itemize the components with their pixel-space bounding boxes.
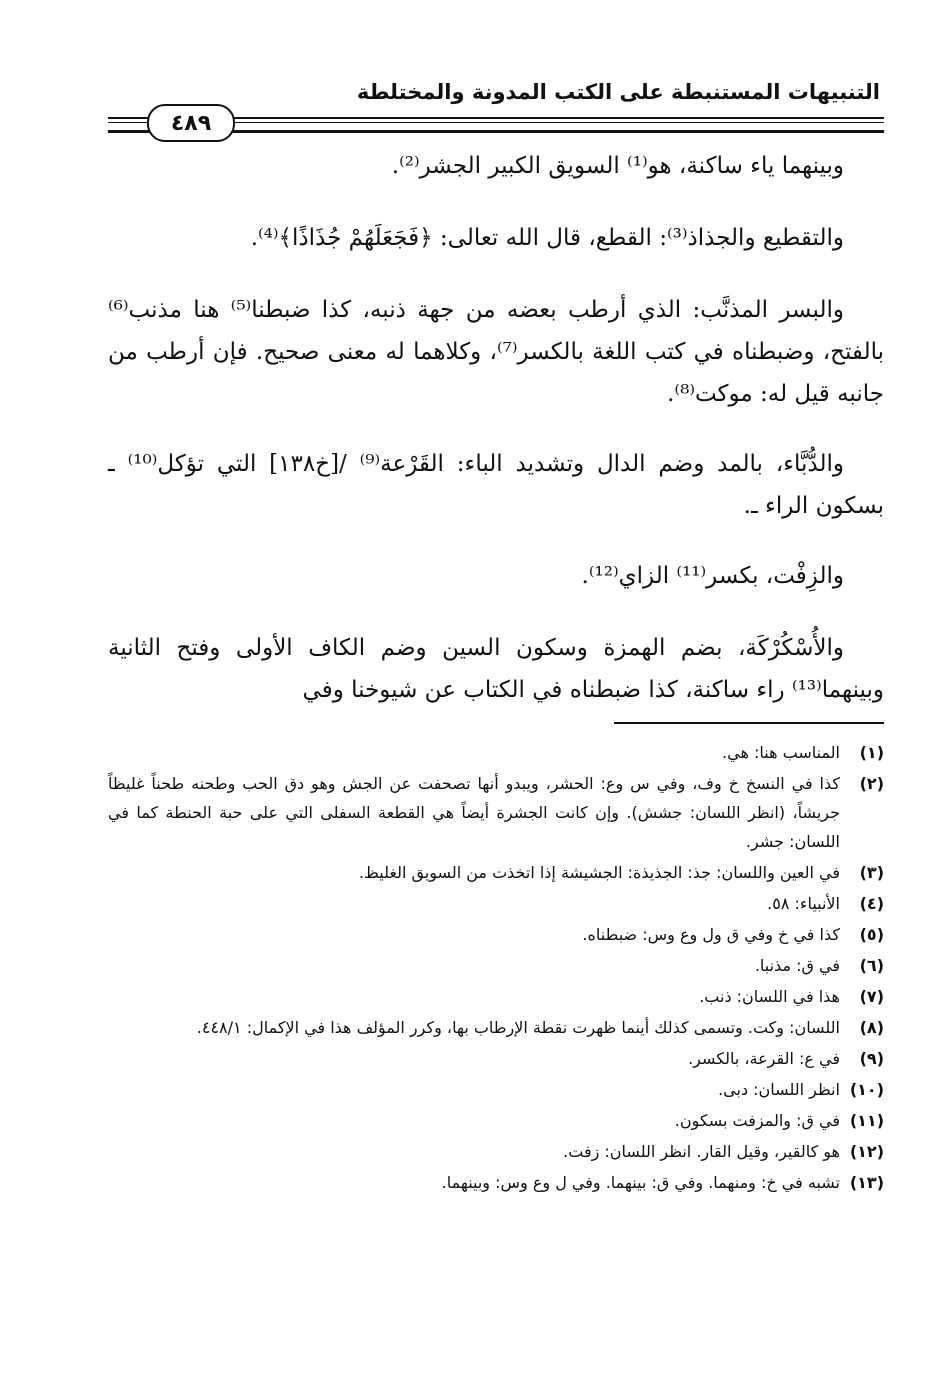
paragraph-5: والزِفْت، بكسر⁽¹¹⁾ الزاي⁽¹²⁾. [581, 563, 844, 589]
footnote-item [108, 1075, 884, 1104]
page-number: ٤٨٩ [147, 104, 235, 142]
footnote-item [108, 1013, 884, 1042]
footnote-item [108, 1137, 884, 1166]
footnote-item [108, 738, 884, 767]
footnote-text: الأنبياء: ٥٨. [767, 894, 840, 913]
footnote-number: (٥) [859, 925, 884, 944]
footnotes-list [108, 738, 884, 1199]
footnote-text: هذا في اللسان: ذنب. [699, 987, 840, 1006]
footnote-number: (٨) [859, 1018, 884, 1037]
footnote-number: (١١) [849, 1111, 884, 1130]
footnote-text: انظر اللسان: دبى. [718, 1080, 840, 1099]
footnote-text: كذا في خ وفي ق ول وع وس: ضبطناه. [582, 925, 840, 944]
footnote-number: (١٣) [849, 1173, 884, 1192]
footnote-item [108, 769, 884, 856]
footnote-text: في ق: مذنبا. [754, 956, 840, 975]
footnote-number: (١) [859, 743, 884, 762]
footnote-number: (٦) [859, 956, 884, 975]
footnote-item [108, 889, 884, 918]
footnote-number: (١٠) [849, 1080, 884, 1099]
paragraph-6: والأُسْكُرْكَة، بضم الهمزة وسكون السين وضم الكاف الأولى وفتح الثانية وبينهما⁽¹³⁾ راء ساكنة، كذا ضبطناه في الكتاب عن شيوخنا وفي [108, 635, 884, 703]
footnote-item [108, 1044, 884, 1073]
footnote-number: (١٢) [849, 1142, 884, 1161]
main-text [108, 145, 884, 739]
footnote-text: المناسب هنا: هي. [722, 743, 840, 762]
footnote-item [108, 951, 884, 980]
footnote-separator [614, 722, 884, 724]
footnote-item [108, 1106, 884, 1135]
footnote-text: تشبه في خ: ومنهما. وفي ق: بينهما. وفي ل وع وس: وبينهما. [441, 1173, 840, 1192]
footnote-item [108, 920, 884, 949]
footnote-number: (٢) [859, 774, 884, 793]
footnote-item [108, 1168, 884, 1197]
footnote-text: في ق: والمزفت بسكون. [674, 1111, 840, 1130]
paragraph-3: والبسر المذنَّب: الذي أرطب بعضه من جهة ذنبه، كذا ضبطنا⁽⁵⁾ هنا مذنب⁽⁶⁾ بالفتح، وضبطناه في كتب اللغة بالكسر⁽⁷⁾، وكلاهما له معنى صحيح. فإن أرطب من جانبه قيل له: موكت⁽⁸⁾. [108, 297, 884, 407]
footnote-number: (٩) [859, 1049, 884, 1068]
footnote-item [108, 982, 884, 1011]
running-header-title: التنبيهات المستنبطة على الكتب المدونة والمختلطة [356, 80, 880, 104]
footnote-number: (٧) [859, 987, 884, 1006]
footnote-number: (٣) [859, 863, 884, 882]
footnote-item [108, 858, 884, 887]
footnote-text: هو كالقير، وقيل القار. انظر اللسان: زفت. [563, 1142, 840, 1161]
footnote-text: في ع: القرعة، بالكسر. [688, 1049, 840, 1068]
paragraph-2: والتقطيع والجذاذ⁽³⁾: القطع، قال الله تعالى: ﴿فَجَعَلَهُمْ جُذَاذًا﴾⁽⁴⁾. [250, 225, 844, 251]
footnote-text: في العين واللسان: جذ: الجذيذة: الجشيشة إذا اتخذت من السويق الغليظ. [358, 863, 840, 882]
paragraph-1: وبينهما ياء ساكنة، هو⁽¹⁾ السويق الكبير الجشر⁽²⁾. [391, 153, 844, 179]
footnote-text: كذا في النسخ خ وف، وفي س وع: الحشر، ويبدو أنها تصحفت عن الجش وهو دق الحب وطحنه طحناً غليظاً جريشاً، (انظر اللسان: جشش). وإن كانت الجشرة أيضاً هي القطعة السفلى التي على حبة الحنطة كما في اللسان: جشر. [108, 774, 840, 851]
footnote-text: اللسان: وكت. وتسمى كذلك أينما ظهرت نقطة الإرطاب بها، وكرر المؤلف هذا في الإكمال: ٤٤٨/١. [196, 1018, 840, 1037]
paragraph-4: والدُّبَّاء، بالمد وضم الدال وتشديد الباء: القَرْعة⁽⁹⁾ /[خ١٣٨] التي تؤكل⁽¹⁰⁾ ـ بسكون الراء ـ. [108, 451, 884, 519]
footnote-number: (٤) [859, 894, 884, 913]
